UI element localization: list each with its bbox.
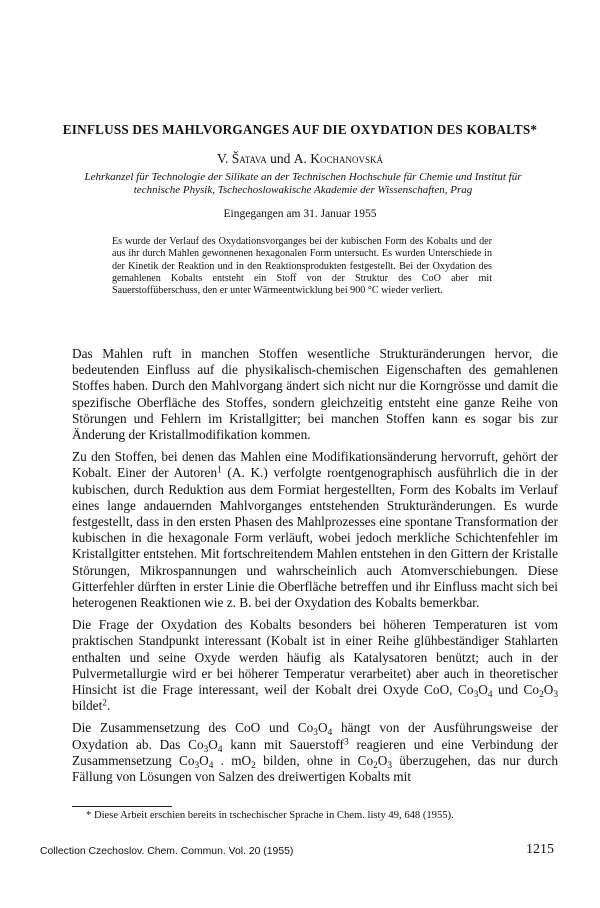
footnote-divider (72, 806, 172, 807)
reference-mark: 1 (217, 465, 222, 476)
article-body (72, 346, 558, 791)
paragraph-4: Die Zusammensetzung des CoO und $Co_3O_4$ hängt von der Ausführungsweise der Oxydation ab. Das $Co_3O_4$ kann mit Sauerstoff$^3$ reagieren und eine Verbindung der Zusammensetzung $Co_3O_4$ . $mO_2$ bilden, ohne in $Co_2O_3$ überzugehen, das nur durch Fällung von Lösungen von Salzen des dreiwertigen Kobalts mit (72, 720, 559, 785)
author-first: V. Šatava (217, 151, 267, 166)
footnote: * Diese Arbeit erschien bereits in tschechischer Sprache in Chem. listy 49, 648 (1955). (86, 810, 454, 821)
paragraph-2: Zu den Stoffen, bei denen das Mahlen eine Modifikationsänderung hervorruft, gehört der Kobalt. Einer der Autoren$^1$ (A. K.) verfolgte roentgenographisch ausführlich die in der kubischen, durch Reduktion aus dem Formiat hergestellten, Form des Kobalts im Verlauf eines lange andauernden Mahlvorganges entstehenden Strukturänderungen. Es wurde festgestellt, dass in den ersten Phasen des Mahlprozesses eine spontane Transformation der kubischen in die hexagonale Form verläuft, wobei jedoch merkliche Schichtenfehler im Kristallgitter entstehen. Mit fortschreitendem Mahlen entstehen in den Gittern der Kristalle Störungen, Mikrospannungen und wahrscheinlich auch Atomverschiebungen. Diese Gitterfehler dürften in erster Linie die Oberfläche betreffen und ihr Einfluss macht sich bei heterogenen Reaktionen wie z. B. bei der Oxydation des Kobalts bemerkbar. (72, 449, 558, 611)
authors-conjunction: und (270, 151, 291, 166)
abstract: Es wurde der Verlauf des Oxydationsvorganges bei der kubischen Form des Kobalts und der aus ihr durch Mahlen gewonnenen hexagonalen Form untersucht. Es wurden Unterschiede in der Kinetik der Reaktion und in den Reaktionsprodukten festgestellt. Bei der Oxydation des gemahlenen Kobalts entsteht ein Stoff von der Struktur des CoO aber mit Sauerstoffüberschuss, den er unter Wärmeentwicklung bei 900 °C wieder verliert. (112, 236, 492, 297)
reference-mark: 3 (343, 737, 349, 748)
paragraph-3: Die Frage der Oxydation des Kobalts besonders bei höheren Temperaturen ist vom praktischen Standpunkt interessant (Kobalt ist in einer Reihe glühbeständiger Stahlarten enthalten und seine Oxyde werden häufig als Katalysatoren benützt; auch in der Pulvermetallurgie wird er bei höherer Temperatur verarbeitet) aber auch in theoretischer Hinsicht ist die Frage interessant, weil der Kobalt drei Oxyde CoO, $Co_3O_4$ und $Co_2O_3$ bildet$^2$. (72, 617, 558, 714)
reference-mark: 2 (102, 698, 107, 709)
affiliation: Lehrkanzel für Technologie der Silikate an der Technischen Hochschule für Chemie und Institut für technische Physik, Tschechoslowakische Akademie der Wissenschaften, Prag (84, 171, 522, 196)
journal-citation: Collection Czechoslov. Chem. Commun. Vol. 20 (1955) (40, 846, 294, 857)
paragraph-1: Das Mahlen ruft in manchen Stoffen wesentliche Strukturänderungen hervor, die bedeutenden Einfluss auf die physikalisch-chemischen Eigenschaften des gemahlenen Stoffes haben. Durch den Mahlvorgang ändert sich nicht nur die Korngrösse und damit die spezifische Oberfläche des Stoffes, sondern gleichzeitig entsteht eine ganze Reihe von Störungen und Fehlern im Kristallgitter; bei manchen Stoffen kann es sogar bis zur Änderung der Kristallmodifikation kommen. (72, 346, 558, 443)
author-second: A. Kochanovská (293, 151, 383, 166)
page-number: 1215 (526, 842, 554, 857)
authors-line (40, 151, 560, 167)
received-date: Eingegangen am 31. Januar 1955 (223, 208, 377, 220)
article-title: EINFLUSS DES MAHLVORGANGES AUF DIE OXYDATION DES KOBALTS* (62, 122, 538, 137)
